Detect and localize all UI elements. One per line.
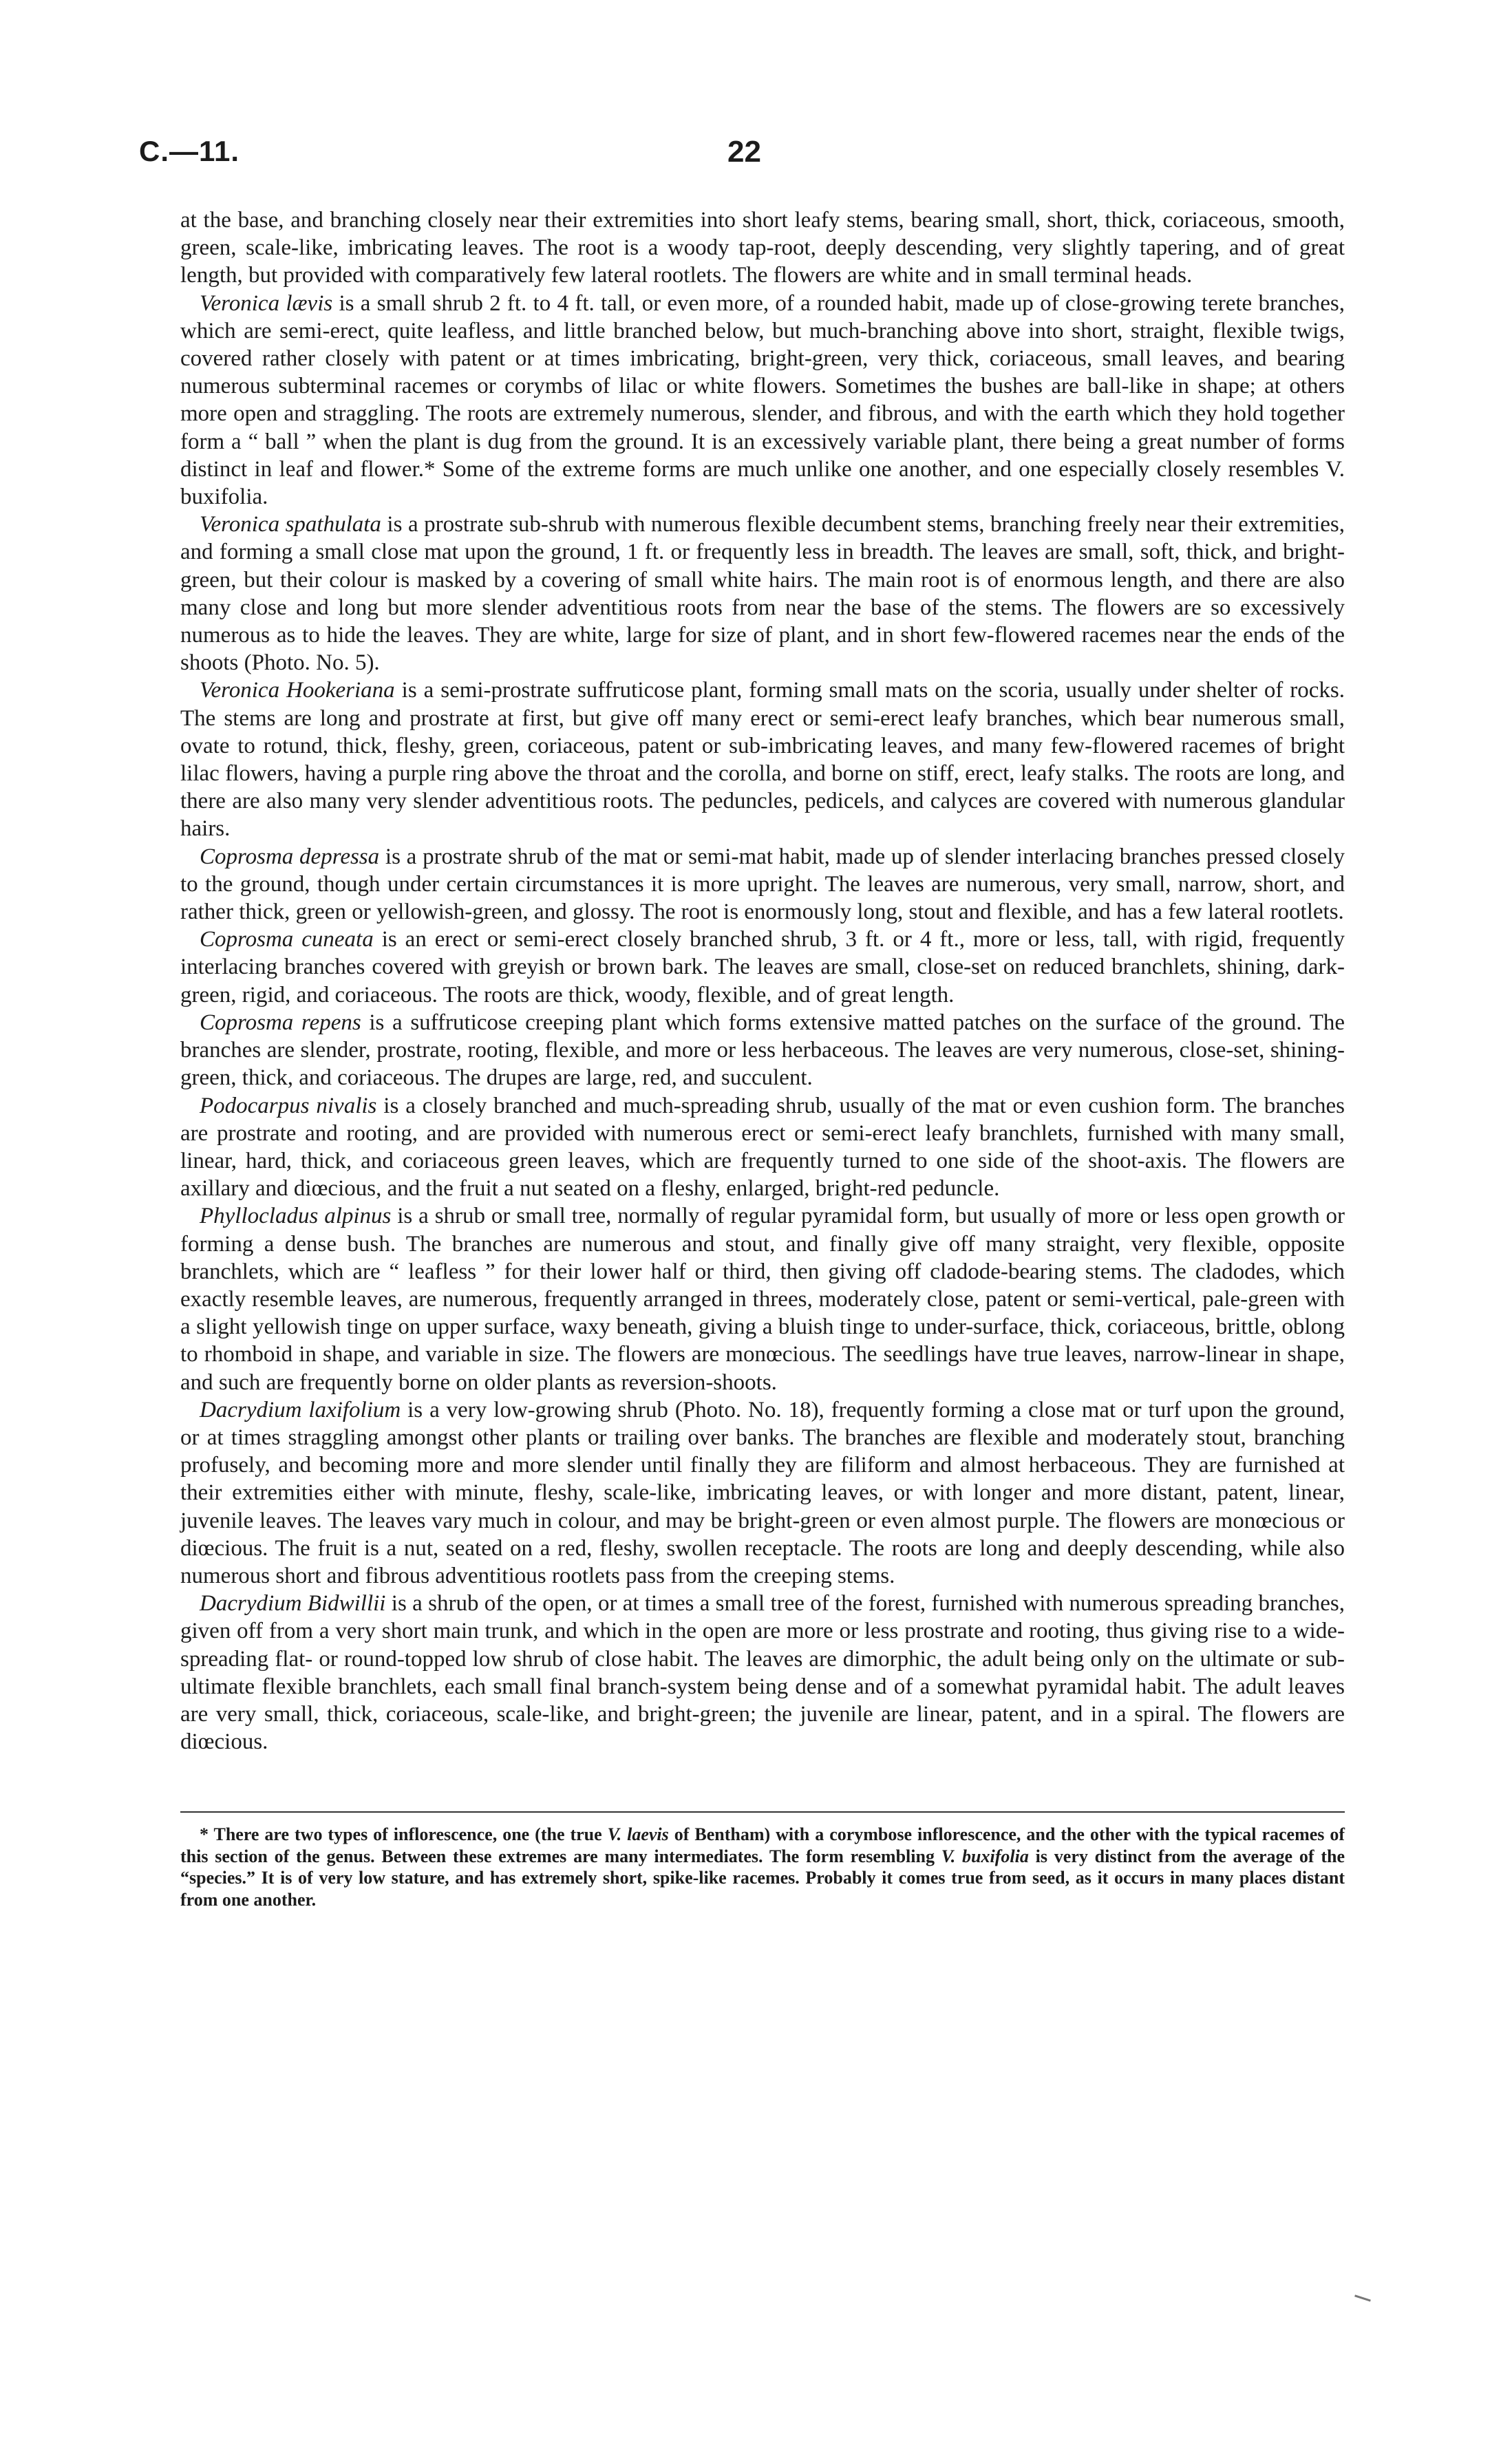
paragraph-text: is a prostrate shrub of the mat or semi-mat habit, made up of slender interlacing branches pressed closely to the ground, though under certain circumstances it is more upright. The leaves are numerous, very small, narrow, short, and rather thick, green or yellowish-green, and glossy. The root is enormously long, stout and flexible, and has a few lateral rootlets. xyxy=(180,844,1345,925)
main-text xyxy=(180,206,1345,1756)
paragraph-text: is an erect or semi-erect closely branched shrub, 3 ft. or 4 ft., more or less, tall, with rigid, frequently interlacing branches covered with greyish or brown bark. The leaves are small, close-set on reduced branchlets, shining, dark-green, rigid, and coriaceous. The roots are thick, woody, flexible, and of great length. xyxy=(180,927,1345,1007)
paragraph-text: is a closely branched and much-spreading shrub, usually of the mat or even cushion form. The branches are prostrate and rooting, and are provided with numerous erect or semi-erect leafy branchlets, furnished with many small, linear, hard, thick, and coriaceous green leaves, which are frequently turned to one side of the shoot-axis. The flowers are axillary and diœcious, and the fruit a nut seated on a fleshy, enlarged, bright-red peduncle. xyxy=(180,1093,1345,1202)
footnote-segment: is very distinct from the average of the “species.” It is of very low stature, and has extremely short, spike-like racemes. Probably it comes true from seed, as it occurs in many places distant from one another. xyxy=(180,1846,1345,1910)
paragraph xyxy=(180,1396,1345,1590)
species-name: Phyllocladus alpinus xyxy=(200,1204,392,1229)
footnote-species: V. laevis xyxy=(607,1824,669,1844)
paragraph xyxy=(180,676,1345,842)
paragraph xyxy=(180,1092,1345,1203)
species-name: Veronica spathulata xyxy=(200,512,381,537)
species-name: Veronica Hookeriana xyxy=(200,678,395,703)
footnote xyxy=(180,1824,1345,1910)
paragraph xyxy=(180,206,1345,290)
paragraph xyxy=(180,926,1345,1009)
document-reference: C.—11. xyxy=(139,135,240,167)
paragraph xyxy=(180,1590,1345,1756)
paragraph xyxy=(180,1202,1345,1396)
paragraph-text: is a suffruticose creeping plant which forms extensive matted patches on the surface of the ground. The branches are slender, prostrate, rooting, flexible, and more or less herbaceous. The leaves are very numerous, close-set, shining-green, thick, and coriaceous. The drupes are large, red, and succulent. xyxy=(180,1010,1345,1091)
page-number: 22 xyxy=(727,135,761,169)
scan-mark xyxy=(1354,2294,1371,2301)
species-name: Dacrydium Bidwillii xyxy=(200,1591,386,1617)
species-name: Coprosma depressa xyxy=(200,844,380,869)
footnote-segment: of Bentham) with a corymbose inflorescence, and the other with the typical racemes of this section of the genus. Between these extremes are many intermediates. The form resembling xyxy=(180,1824,1345,1866)
paragraph xyxy=(180,511,1345,676)
paragraph-text: is a small shrub 2 ft. to 4 ft. tall, or even more, of a rounded habit, made up of close-growing terete branches, which are semi-erect, quite leafless, and little branched below, but much-branching above into short, straight, flexible twigs, covered rather closely with patent or at times imbricating, bright-green, very thick, coriaceous, small leaves, and bearing numerous subterminal racemes or corymbs of lilac or white flowers. Sometimes the bushes are ball-like in shape; at others more open and straggling. The roots are extremely numerous, slender, and fibrous, and with the earth which they hold together form a “ ball ” when the plant is dug from the ground. It is an excessively variable plant, there being a great number of forms distinct in leaf and flower.* Some of the extreme forms are much unlike one another, and one especially closely resembles V. buxifolia. xyxy=(180,290,1345,510)
footnote-segment: There are two types of inflorescence, one (the true xyxy=(209,1824,608,1844)
species-name: Veronica lævis xyxy=(200,290,333,316)
paragraph-text: is a shrub of the open, or at times a small tree of the forest, furnished with numerous spreading branches, given off from a very short main trunk, and which in the open are more or less prostrate and rooting, thus giving rise to a wide-spreading flat- or round-topped low shrub of close habit. The leaves are dimorphic, the adult being only on the ultimate or sub-ultimate flexible branchlets, each small final branch-system being dense and of a somewhat pyramidal habit. The adult leaves are very small, thick, coriaceous, scale-like, and bright-green; the juvenile are linear, patent, and in a spiral. The flowers are diœcious. xyxy=(180,1591,1345,1755)
paragraph xyxy=(180,290,1345,511)
paragraph-text: is a prostrate sub-shrub with numerous flexible decumbent stems, branching freely near their extremities, and forming a small close mat upon the ground, 1 ft. or frequently less in breadth. The leaves are small, soft, thick, and bright-green, but their colour is masked by a covering of small white hairs. The main root is of enormous length, and there are also many close and long but more slender adventitious roots from near the base of the stems. The flowers are so excessively numerous as to hide the leaves. They are white, large for size of plant, and in short few-flowered racemes near the ends of the shoots (Photo. No. 5). xyxy=(180,512,1345,676)
footnote-text xyxy=(180,1824,1345,1910)
species-name: Dacrydium laxifolium xyxy=(200,1397,401,1422)
paragraph xyxy=(180,843,1345,926)
paragraph-text: is a shrub or small tree, normally of regular pyramidal form, but usually of more or less open growth or forming a dense bush. The branches are numerous and stout, and finally give off many straight, very flexible, opposite branchlets, which are “ leafless ” for their lower half or third, then giving off cladode-bearing stems. The cladodes, which exactly resemble leaves, are numerous, frequently arranged in threes, moderately close, patent or semi-vertical, pale-green with a slight yellowish tinge on upper surface, waxy beneath, giving a bluish tinge to under-surface, thick, coriaceous, brittle, oblong to rhomboid in shape, and variable in size. The flowers are monœcious. The seedlings have true leaves, narrow-linear in shape, and such are frequently borne on older plants as reversion-shoots. xyxy=(180,1204,1345,1395)
species-name: Coprosma repens xyxy=(200,1010,361,1035)
footnote-marker: * xyxy=(200,1824,209,1844)
paragraph-text: at the base, and branching closely near their extremities into short leafy stems, bearing small, short, thick, coriaceous, smooth, green, scale-like, imbricating leaves. The root is a woody tap-root, deeply descending, very slightly tapering, and of great length, but provided with comparatively few lateral rootlets. The flowers are white and in small terminal heads. xyxy=(180,208,1345,288)
paragraph-text: is a very low-growing shrub (Photo. No. 18), frequently forming a close mat or turf upon the ground, or at times straggling amongst other plants or trailing over banks. The branches are flexible and moderately stout, branching profusely, and becoming more and more slender until finally they are filiform and almost herbaceous. They are furnished at their extremities either with minute, fleshy, scale-like, imbricating leaves, or with longer and more distant, patent, linear, juvenile leaves. The leaves vary much in colour, and may be bright-green or even almost purple. The flowers are monœcious or diœcious. The fruit is a nut, seated on a red, fleshy, swollen receptacle. The roots are long and deeply descending, while also numerous short and fibrous adventitious rootlets pass from the creeping stems. xyxy=(180,1397,1345,1588)
footnote-divider xyxy=(180,1811,1345,1813)
paragraph xyxy=(180,1009,1345,1092)
footnote-species: V. buxifolia xyxy=(941,1846,1029,1866)
species-name: Podocarpus nivalis xyxy=(200,1093,377,1118)
paragraph-text: is a semi-prostrate suffruticose plant, forming small mats on the scoria, usually under shelter of rocks. The stems are long and prostrate at first, but give off many erect or semi-erect leafy branches, which bear numerous small, ovate to rotund, thick, fleshy, green, coriaceous, patent or sub-imbricating leaves, and many few-flowered racemes of bright lilac flowers, having a purple ring above the throat and the corolla, and borne on stiff, erect, leafy stalks. The roots are long, and there are also many very slender adventitious roots. The peduncles, pedicels, and calyces are covered with numerous glandular hairs. xyxy=(180,678,1345,842)
species-name: Coprosma cuneata xyxy=(200,927,374,952)
page-header xyxy=(139,135,1371,176)
